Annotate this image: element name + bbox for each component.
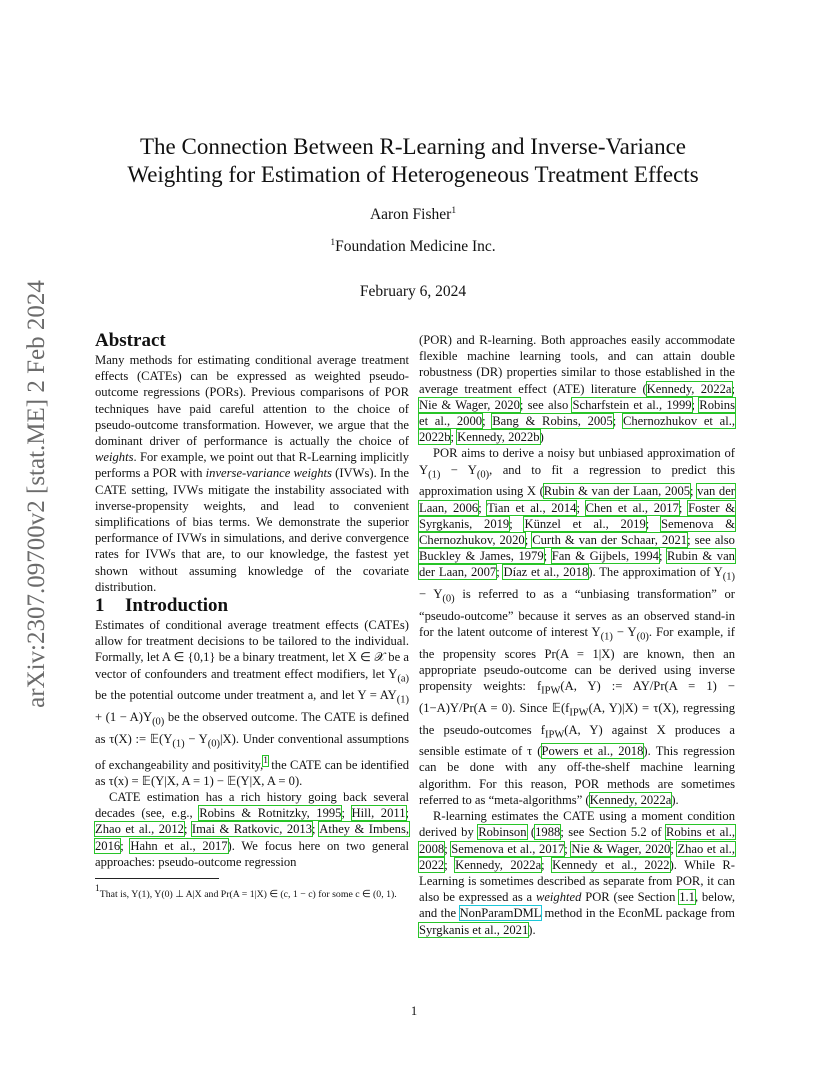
intro-section-number: 1 bbox=[95, 595, 105, 617]
intro-p1-g: the CATE can be identified as τ(x) = 𝔼(Y|X, A = 1) − 𝔼(Y|X, A = 0). bbox=[95, 757, 409, 788]
affiliation-name: Foundation Medicine Inc. bbox=[335, 238, 496, 255]
right-p2-f: − Y bbox=[419, 587, 443, 602]
citation-link[interactable]: Nie & Wager, 2020 bbox=[571, 841, 671, 856]
right-p2-b: − Y bbox=[440, 462, 477, 477]
citation-link[interactable]: Curth & van der Schaar, 2021 bbox=[532, 532, 688, 547]
left-column bbox=[95, 330, 409, 901]
right-p2-m: ). This regression can be done with any off-the-shelf machine learning algorithm. For this reason, POR methods are sometimes referred to as “meta-algorithms” ( bbox=[419, 744, 736, 807]
title-line-1: The Connection Between R-Learning and Inverse-Variance bbox=[139, 134, 687, 159]
right-column bbox=[419, 332, 735, 938]
intro-p1-sub-1b: (1) bbox=[172, 738, 185, 750]
abstract-text-3: (IVWs). In the CATE setting, IVWs mitigate the instability associated with inverse-propensity weights, and lead to convenient simplifications of bias terms. We demonstrate the superior performance of IVWs in simulations, and derive convergence rates for IVWs that are, to our knowledge, the fastest yet shown without assuming knowledge of the covariate distribution. bbox=[95, 466, 409, 594]
right-p3-f: , below, and the bbox=[419, 890, 735, 921]
right-p2-sub0b: (0) bbox=[442, 593, 455, 605]
citation-link[interactable]: Buckley & James, 1979 bbox=[419, 549, 544, 564]
right-p3-c: ; see Section 5.2 of bbox=[560, 825, 666, 840]
citation-link[interactable]: Kennedy, 2022b bbox=[457, 430, 540, 445]
right-paragraph-2: POR aims to derive a noisy but unbiased approximation of $Y_{(1)} - Y_{(0)}$, and to fit a regression to predict this approximation using X (Rubin & van der Laan, 2005; van der Laan, 2006; Tian et al., 2014; Chen et al., 2017; Foster & Syrgkanis, 2019; Künzel et al., 2019; Semenova & Chernozhukov, 2020; Curth & van der Schaar, 2021; see also Buckley & James, 1979; Fan & Gijbels, 1994; Rubin & van der Laan, 2007; Díaz et al., 2018). The approximation of $Y_{(1)} - Y_{(0)}$ is referred to as a “unbiasing transformation” or “pseudo-outcome” because it serves as an observed stand-in for the latent outcome of interest $Y_{(1)} - Y_{(0)}$. For example, if the propensity scores Pr(A = 1|X) are known, then an appropriate pseudo-outcome can be derived using inverse propensity weights: $f_{IPW}(A$, Y) := AY/Pr(A = 1) − (1−A)Y/Pr(A = 0). Since $𝔼(f_{IPW}(A$, Y)|X) = τ(X), regressing the pseudo-outcomes $f_{IPW}(A$, Y) against X produces a sensible estimate of τ (Powers et al., 2018). This regression can be done with any off-the-shelf machine learning algorithm. For this reason, POR methods are sometimes referred to as “meta-algorithms” (Kennedy, 2022a). bbox=[419, 446, 736, 807]
intro-p1-sub-0: (0) bbox=[152, 716, 165, 728]
section-link[interactable]: 1.1 bbox=[679, 890, 695, 905]
citation-link[interactable]: Künzel et al., 2019 bbox=[524, 516, 646, 531]
right-paragraph-1: (POR) and R-learning. Both approaches easily accommodate flexible machine learning tools, and can attain double robustness (DR) properties similar to those established in the average treatment effect (ATE) literature (Kennedy, 2022a; Nie & Wager, 2020; see also Scharfstein et al., 1999; Robins et al., 2000; Bang & Robins, 2005; Chernozhukov et al., 2022b; Kennedy, 2022b) bbox=[419, 333, 736, 445]
citation-link[interactable]: Imai & Ratkovic, 2013 bbox=[191, 822, 313, 837]
citation-link[interactable]: Kennedy, 2022a bbox=[646, 381, 732, 396]
right-p2-sub0c: (0) bbox=[636, 631, 649, 643]
citation-link[interactable]: 1988 bbox=[535, 825, 561, 840]
right-p2-ipw-sub-c: IPW bbox=[545, 729, 565, 741]
citation-link[interactable]: Powers et al., 2018 bbox=[541, 744, 644, 759]
right-p2-c: , and to fit a regression to predict this approximation using X ( bbox=[419, 462, 736, 499]
citation-link[interactable]: Kennedy, 2022a bbox=[589, 792, 672, 807]
abstract-text bbox=[95, 352, 409, 595]
footnote-divider bbox=[95, 878, 219, 879]
abstract-text-1: Many methods for estimating conditional average treatment effects (CATEs) can be expressed as weighted pseudo-outcome regressions (PORs). Previous comparisons of POR techniques have paid careful attention to the choice of pseudo-outcome transformation. However, we argue that the dominant driver of performance is actually the choice of bbox=[95, 353, 409, 449]
right-p3-h: ). bbox=[528, 922, 536, 937]
intro-p1-sub-0b: (0) bbox=[207, 738, 221, 750]
citation-link[interactable]: Bang & Robins, 2005 bbox=[492, 414, 613, 429]
abstract-ivw-phrase: inverse-variance weights bbox=[205, 466, 332, 481]
right-p2-d: ; see also bbox=[687, 532, 735, 547]
right-p2-sub1: (1) bbox=[428, 469, 441, 481]
citation-link[interactable]: Semenova et al., 2017 bbox=[451, 841, 565, 856]
citation-link[interactable]: Díaz et al., 2018 bbox=[503, 565, 589, 580]
right-p3-g: method in the EconML package from bbox=[540, 906, 735, 921]
citation-link[interactable]: Robins et al., 2008 bbox=[419, 825, 736, 856]
citation-link[interactable]: Chernozhukov et al., 2022b bbox=[419, 414, 735, 445]
right-p2-e: ). The approximation of Y bbox=[588, 565, 723, 580]
intro-paragraph-2: CATE estimation has a rich history going back several decades (see, e.g., Robins & Rotnitzky, 1995; Hill, 2011; Zhao et al., 2012; Imai & Ratkovic, 2013; Athey & Imbens, 2016; Hahn et al., 2017). We focus here on two general approaches: pseudo-outcome regression bbox=[95, 789, 410, 869]
right-p3-a: R-learning estimates the CATE using a moment condition derived by bbox=[419, 809, 735, 840]
footnote-link-1[interactable]: 1 bbox=[263, 755, 268, 766]
footnote-text: That is, Y(1), Y(0) ⊥ A|X and Pr(A = 1|X) ∈ (c, 1 − c) for some c ∈ (0, 1). bbox=[99, 888, 397, 900]
citation-link[interactable]: Rubin & van der Laan, 2007 bbox=[419, 549, 735, 580]
citation-link[interactable]: Scharfstein et al., 1999 bbox=[572, 397, 692, 412]
intro-p2-a: CATE estimation has a rich history going back several decades (see, e.g., bbox=[95, 789, 409, 821]
intro-heading bbox=[95, 595, 409, 617]
author-name: Aaron Fisher bbox=[369, 206, 452, 223]
right-p2-i: . For example, if the propensity scores Pr(A = 1|X) are known, then an appropriate pseudo-outcome can be derived using inverse propensity weights: f bbox=[419, 625, 735, 694]
intro-paragraph-1 bbox=[95, 617, 409, 789]
arxiv-sidebar-stamp bbox=[22, 280, 52, 708]
paper-date: February 6, 2024 bbox=[359, 283, 467, 300]
citation-link[interactable]: Syrgkanis et al., 2021 bbox=[419, 922, 529, 937]
citation-link[interactable]: Athey & Imbens, 2016 bbox=[95, 822, 410, 853]
right-p2-sub1c: (1) bbox=[600, 631, 613, 643]
right-p3-b: ( bbox=[526, 825, 536, 840]
right-p3-weighted: weighted bbox=[535, 890, 582, 905]
citation-link[interactable]: van der Laan, 2006 bbox=[419, 484, 735, 515]
intro-p1-a: Estimates of conditional average treatment effects (CATEs) allow for treatment decisions to be tailored to the individual. Formally, let A ∈ {0,1} be a binary treatment, let X ∈ 𝒳 be a vector of confounders and treatment effect modifiers, let Y bbox=[95, 618, 409, 681]
citation-link[interactable]: Robinson bbox=[478, 825, 527, 840]
abstract-weights-word: weights bbox=[95, 450, 134, 465]
citation-link[interactable]: Semenova & Chernozhukov, 2020 bbox=[419, 516, 735, 547]
citation-link[interactable]: Kennedy et al., 2022 bbox=[552, 857, 670, 872]
citation-link[interactable]: Kennedy, 2022a bbox=[455, 857, 542, 872]
right-p2-ipw-sub-b: IPW bbox=[569, 707, 589, 719]
right-p2-n: ). bbox=[671, 792, 679, 807]
citation-link[interactable]: Hahn et al., 2017 bbox=[130, 838, 228, 853]
footnote-1 bbox=[95, 883, 409, 902]
paper-title bbox=[95, 133, 731, 189]
arxiv-id: arXiv:2307.09700v2 [stat.ME] 2 Feb 2024 bbox=[23, 280, 50, 708]
intro-p1-d: be the observed outcome. The CATE is defined as τ(X) := 𝔼(Y bbox=[95, 710, 409, 746]
right-p2-h: − Y bbox=[612, 625, 637, 639]
footnote-mark: 1 bbox=[95, 883, 100, 894]
page-number: 1 bbox=[410, 1004, 418, 1018]
external-link-nonparamdml[interactable]: NonParamDML bbox=[459, 906, 541, 921]
citation-link[interactable]: Fan & Gijbels, 1994 bbox=[551, 549, 659, 564]
right-p3-e: POR (see Section bbox=[581, 890, 680, 905]
affiliation bbox=[95, 238, 731, 256]
right-p1-b: ; see also bbox=[519, 397, 573, 412]
abstract-heading: Abstract bbox=[95, 330, 166, 351]
citation-link[interactable]: Rubin & van der Laan, 2005 bbox=[543, 484, 691, 499]
affil-mark: 1 bbox=[330, 238, 336, 248]
right-p1-a: (POR) and R-learning. Both approaches easily accommodate flexible machine learning tools, and can attain double robustness (DR) properties similar to those established in the average treatment effect (ATE) literature ( bbox=[419, 333, 735, 396]
right-p2-sub1b: (1) bbox=[722, 571, 735, 583]
intro-p1-e: − Y bbox=[184, 731, 208, 746]
right-p2-j: (A, Y) := AY/Pr(A = 1) − (1−A)Y/Pr(A = 0). Since 𝔼(f bbox=[419, 679, 735, 715]
citation-link[interactable]: Foster & Syrgkanis, 2019 bbox=[419, 500, 736, 531]
citation-link[interactable]: Zhao et al., 2012 bbox=[95, 822, 184, 837]
intro-p1-b: be the potential outcome under treatment a, and let Y = AY bbox=[95, 688, 397, 703]
right-p2-l: (A, Y) against X produces a sensible estimate of τ ( bbox=[419, 722, 736, 759]
title-line-2: Weighting for Estimation of Heterogeneous Treatment Effects bbox=[127, 162, 699, 187]
right-p2-k: (A, Y)|X) = τ(X), regressing the pseudo-outcomes f bbox=[419, 700, 735, 737]
intro-p2-b: ). We focus here on two general approaches: pseudo-outcome regression bbox=[95, 838, 409, 869]
intro-p1-f: |X). Under conventional assumptions of exchangeability and positivity, bbox=[95, 731, 409, 772]
intro-p1-sub-1: (1) bbox=[396, 694, 409, 706]
right-p1-c: ) bbox=[539, 430, 544, 445]
citation-link[interactable]: Hill, 2011 bbox=[351, 806, 406, 821]
intro-section-title: Introduction bbox=[125, 595, 229, 617]
abstract-text-2: . For example, we point out that R-Learning implicitly performs a POR with bbox=[95, 450, 409, 481]
citation-link[interactable]: Chen et al., 2017 bbox=[585, 500, 679, 515]
citation-link[interactable]: Tian et al., 2014 bbox=[487, 500, 577, 515]
right-paragraph-3: R-learning estimates the CATE using a moment condition derived by Robinson (1988; see Section 5.2 of Robins et al., 2008; Semenova et al., 2017; Nie & Wager, 2020; Zhao et al., 2022; Kennedy, 2022a; Kennedy et al., 2022). While R-Learning is sometimes described as separate from POR, it can also be expressed as a weighted POR (see Section 1.1, below, and the NonParamDML method in the EconML package from Syrgkanis et al., 2021). bbox=[419, 809, 736, 937]
citation-link[interactable]: Nie & Wager, 2020 bbox=[419, 397, 520, 412]
right-p2-sub0: (0) bbox=[476, 469, 490, 481]
author-affil-mark: 1 bbox=[451, 206, 457, 216]
citation-link[interactable]: Robins et al., 2000 bbox=[419, 397, 735, 429]
intro-p1-sub-a: (a) bbox=[397, 673, 409, 685]
right-p3-d: ). While R-Learning is sometimes described as separate from POR, it can also be expressed as a bbox=[419, 857, 735, 905]
author bbox=[95, 206, 731, 224]
right-p2-ipw-sub: IPW bbox=[541, 685, 561, 697]
right-p2-a: POR aims to derive a noisy but unbiased approximation of Y bbox=[419, 446, 735, 477]
intro-p1-c: + (1 − A)Y bbox=[95, 710, 153, 725]
citation-link[interactable]: Robins & Rotnitzky, 1995 bbox=[199, 806, 342, 821]
right-p2-g: is referred to as a “unbiasing transformation” or “pseudo-outcome” because it serves as an observed stand-in for the latent outcome of interest Y bbox=[419, 587, 735, 639]
citation-link[interactable]: Zhao et al., 2022 bbox=[419, 841, 735, 872]
